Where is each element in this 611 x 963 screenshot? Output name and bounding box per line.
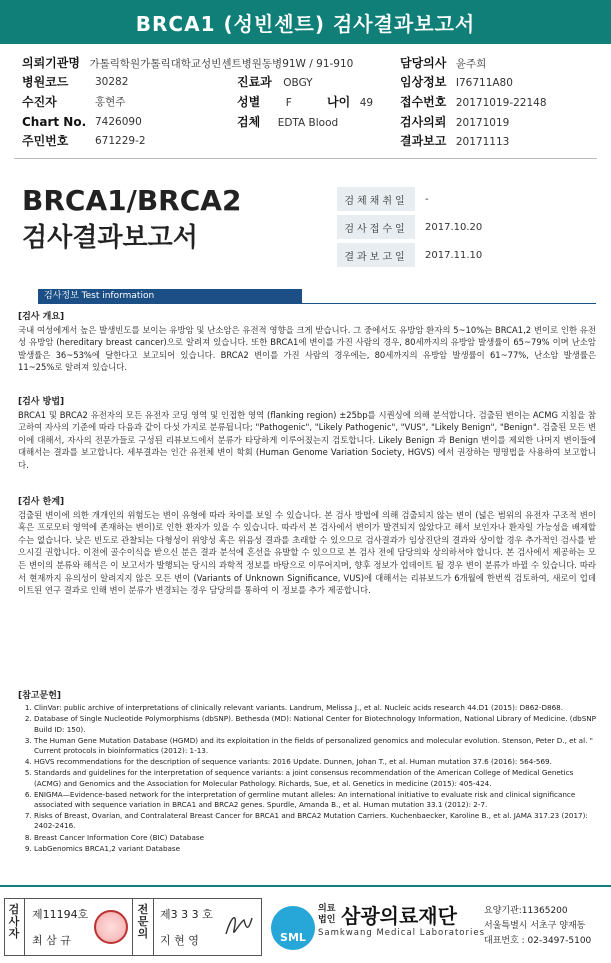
report-value: 20171113 xyxy=(455,136,510,148)
reviewer-no: 제3 3 3 호 xyxy=(160,908,213,921)
inspector-name: 최 삼 규 xyxy=(32,934,71,947)
inspector-seal-icon xyxy=(94,910,128,944)
report-label: 결과보고 xyxy=(400,134,447,148)
signature-divider xyxy=(132,898,133,955)
receipt-date-value: 2017.10.20 xyxy=(425,221,483,233)
reference-item: 4. HGVS recommendations for the description of sequence variants: 2016 Update. Dunnen, Johan T., et al. Human mutation 37.6 (2016): 564-569. xyxy=(34,757,596,767)
limit-heading: [검사 한계] xyxy=(18,497,65,507)
chart-label-cell xyxy=(22,114,86,130)
request-label: 검사의뢰 xyxy=(400,115,447,129)
org-address: 서울특별시 서초구 양재동 xyxy=(484,921,586,931)
footer-divider xyxy=(0,885,611,887)
dept-cell xyxy=(237,74,313,90)
hospital-code-cell xyxy=(95,74,128,90)
doctor-label: 담당의사 xyxy=(400,56,447,70)
doc-title-en: BRCA1/BRCA2 xyxy=(22,184,242,217)
request-value: 20171019 xyxy=(455,117,510,129)
clinical-label: 임상정보 xyxy=(400,75,447,89)
receipt-no-value: 20171019-22148 xyxy=(455,97,547,109)
collection-date-value: - xyxy=(425,193,429,205)
clinical-value: I76711A80 xyxy=(455,77,513,89)
institution-value: 가톨릭학원가톨릭대학교성빈센트병원 xyxy=(89,58,262,70)
inspector-label: 검사자 xyxy=(8,903,20,940)
method-block xyxy=(18,396,596,472)
signature-divider xyxy=(24,898,25,955)
reference-item: 2. Database of Single Nucleotide Polymorphisms (dbSNP). Bethesda (MD): National Center for Biotechnology Information, National Library of Medicine. (dbSNP Build ID: 150). xyxy=(34,714,596,734)
id-value-cell xyxy=(95,133,146,149)
doc-title-ko: 검사결과보고서 xyxy=(22,223,198,253)
section-header-test-info: 검사정보 Test information xyxy=(38,289,302,303)
limit-block xyxy=(18,496,596,597)
overview-text: 국내 여성에게서 높은 발생빈도를 보이는 유방암 및 난소암은 유전적 영향을 크게 받습니다. 그 중에서도 유방암 환자의 5~10%는 BRCA1,2 변이로 인한 유전성 유방암 (hereditary breast cancer)으로 알려져 있습니다. 또한 BRCA1에 변이를 가진 사람의 경우, 80세까지의 유방암 발생률이 65~79% 이며 난소암 발생률은 36~53%에 달한다고 보고되어 있습니다. BRCA2 변이를 가진 사람의 경우에는, 80세까지의 유방암 발생률이 61~77%, 난소암 발생률은 11~25%로 알려져 있습니다. xyxy=(18,324,596,373)
overview-heading: [검사 개요] xyxy=(18,312,65,322)
org-phone: 대표번호 : 02-3497-5100 xyxy=(484,936,592,946)
reference-item: 8. Breast Cancer Information Core (BIC) Database xyxy=(34,833,596,843)
org-code: 요양기관:11365200 xyxy=(484,906,568,916)
institution-row xyxy=(22,55,353,71)
patient-value: 홍현주 xyxy=(95,96,126,108)
references-list xyxy=(18,703,596,854)
report-title-bar xyxy=(0,0,611,44)
signature-divider xyxy=(153,898,154,955)
id-value: 671229-2 xyxy=(95,135,146,147)
collection-date-row xyxy=(337,187,595,211)
chart-label: Chart No. xyxy=(22,115,87,129)
section-underline xyxy=(38,303,596,304)
hospital-code-label: 병원코드 xyxy=(22,75,69,89)
specimen-label: 검체 xyxy=(237,115,261,129)
header-divider xyxy=(14,158,597,159)
doctor-row xyxy=(400,55,486,71)
hospital-code-value: 30282 xyxy=(95,76,129,88)
dept-value: OBGY xyxy=(283,77,313,89)
reference-item: 1. ClinVar: public archive of interpretations of clinically relevant variants. Landrum, Melissa J., et al. Nucleic acids research 44.D1 (2015): D862-D868. xyxy=(34,703,596,713)
sex-label: 성별 xyxy=(237,95,261,109)
inspector-no: 제11194호 xyxy=(32,908,89,921)
id-label: 주민번호 xyxy=(22,134,69,148)
org-name-en: Samkwang Medical Laboratories xyxy=(318,928,486,938)
org-name: 삼광의료재단 xyxy=(341,904,457,928)
report-date-cell xyxy=(400,133,509,149)
specimen-cell xyxy=(237,114,338,130)
org-prefix-top: 의료 xyxy=(318,904,336,914)
age-label: 나이 xyxy=(327,95,351,109)
chart-value-cell xyxy=(95,114,142,130)
org-prefix xyxy=(318,904,335,926)
chart-value: 7426090 xyxy=(95,116,142,128)
reference-item: 5. Standards and guidelines for the interpretation of sequence variants: a joint consensus recommendation of the American College of Medical Genetics (ACMG) and Genomics and the Association for Molecular Pathology. Richards, Sue, et al. Genetics in medicine (2015): 405-424. xyxy=(34,768,596,788)
id-label-cell xyxy=(22,133,68,149)
reference-item: 3. The Human Gene Mutation Database (HGMD) and its exploitation in the fields of personalized genomics and molecular evolution. Stenson, Peter D., et al. " Current protocols in bioinformatics (2012): 1-13. xyxy=(34,736,596,756)
age-value: 49 xyxy=(359,97,374,109)
receipt-date-label: 검사접수일 xyxy=(337,215,415,239)
reference-item: 7. Risks of Breast, Ovarian, and Contralateral Breast Cancer for BRCA1 and BRCA2 Mutation Carriers. Kuchenbaecker, Karoline B., et al. JAMA 317.23 (2017): 2402-2416. xyxy=(34,811,596,831)
result-date-value: 2017.11.10 xyxy=(425,249,483,261)
patient-label-cell xyxy=(22,94,57,110)
patient-value-cell xyxy=(95,94,125,110)
receipt-date-row xyxy=(337,215,595,239)
result-date-label: 결과보고일 xyxy=(337,243,415,267)
dept-label: 진료과 xyxy=(237,75,272,89)
report-title: BRCA1 (성빈센트) 검사결과보고서 xyxy=(135,11,476,36)
ward-value: 동병91W / 91-910 xyxy=(261,58,354,70)
hospital-code-row xyxy=(22,74,68,90)
logo-text: SML xyxy=(280,931,306,944)
limit-text: 검출된 변이에 의한 개개인의 위험도는 변이 유형에 따라 차이를 보일 수 있습니다. 본 검사 방법에 의해 검출되지 않는 변이 (넓은 범위의 유전자 구조적 변이 혹은 프로모터 영역에 존재하는 변이)로 인한 환자가 있을 수 있습니다. 따라서 본 검사에서 변이가 발견되지 않았다고 해서 보인자나 환자일 가능성을 배제할 수는 없습니다. 낮은 빈도로 관찰되는 다형성이 위양성 혹은 위음성 결과를 초래할 수 있으므로 검사결과가 임상진단의 결과와 상이할 경우 추가적인 검사를 받으시길 권합니다. 이전에 골수이식을 받으신 분은 결과 분석에 혼선을 유발할 수 있으므로 본 검사 전에 담당의와 상의하셔야 합니다. 본 검사에서 제공하는 모든 변이의 분류와 해석은 이 보고서가 발행되는 당시의 과학적 정보를 바탕으로 이루어지며, 향후 정보가 업데이트 될 경우 변이 분류가 바뀔 수 있습니다. 따라서 현재까지 유의성이 알려지지 않은 모든 변이 (Variants of Unknown Significance, VUS)에 대해서는 리뷰보드가 6개월에 한번씩 검토하여, 새로이 업데이트된 연구 결과로 인해 변이 분류가 변경되는 경우 담당의를 통하여 이 정보를 추가 제공합니다. xyxy=(18,509,596,596)
reviewer-signature-icon xyxy=(222,908,256,942)
references-heading: [참고문헌] xyxy=(18,691,62,701)
clinical-cell xyxy=(400,74,513,90)
result-date-row xyxy=(337,243,595,267)
date-info-box xyxy=(337,187,595,271)
receipt-no-label: 접수번호 xyxy=(400,95,447,109)
doctor-value: 윤주희 xyxy=(455,58,487,70)
sml-logo-icon xyxy=(271,906,315,950)
request-cell xyxy=(400,114,509,130)
institution-label: 의뢰기관명 xyxy=(22,56,80,70)
collection-date-label: 검체채취일 xyxy=(337,187,415,211)
receipt-no-cell xyxy=(400,94,547,110)
method-heading: [검사 방법] xyxy=(18,397,65,407)
overview-block xyxy=(18,311,596,374)
method-text: BRCA1 및 BRCA2 유전자의 모든 유전자 코딩 영역 및 인접한 영역 (flanking region) ±25bp를 시퀀싱에 의해 분석합니다. 검출된 변이는 ACMG 지침을 참고하여 자사의 기준에 따라 다음과 같이 다섯 가지로 분류됩니다; "Pathogenic", "Likely Pathogenic", "VUS", "Likely Benign", "Benign". 검출된 모든 변이에 대해서, 자사의 전문가들로 구성된 리뷰보드에서 분류가 타당하게 이루어졌는지 검토합니다. Likely Benign 과 Benign 변이를 제외한 나머지 변이들에 대해서는 결과를 보고합니다. 세부결과는 인간 유전체 변이 학회 (Human Genome Variation Society, HGVS) 에서 권장하는 명명법을 사용하여 보고합니다. xyxy=(18,409,596,470)
specimen-value: EDTA Blood xyxy=(277,117,339,129)
org-prefix-bottom: 법인 xyxy=(318,915,336,925)
sex-value: F xyxy=(285,97,292,109)
reviewer-name: 지 현 영 xyxy=(160,934,199,947)
sex-cell xyxy=(237,94,292,110)
reference-item: 9. LabGenomics BRCA1,2 variant Database xyxy=(34,844,596,854)
reference-item: 6. ENIGMA—Evidence-based network for the interpretation of germline mutant alleles: An international initiative to evaluate risk and clinical significance associated with sequence variation in BRCA1 and BRCA2 genes. Spurdle, Amanda B., et al. Human mutation 33.1 (2012): 2-7. xyxy=(34,790,596,810)
reviewer-label: 전문의 xyxy=(137,903,149,940)
age-cell xyxy=(327,94,373,110)
references-block xyxy=(18,691,596,855)
patient-label: 수진자 xyxy=(22,95,57,109)
